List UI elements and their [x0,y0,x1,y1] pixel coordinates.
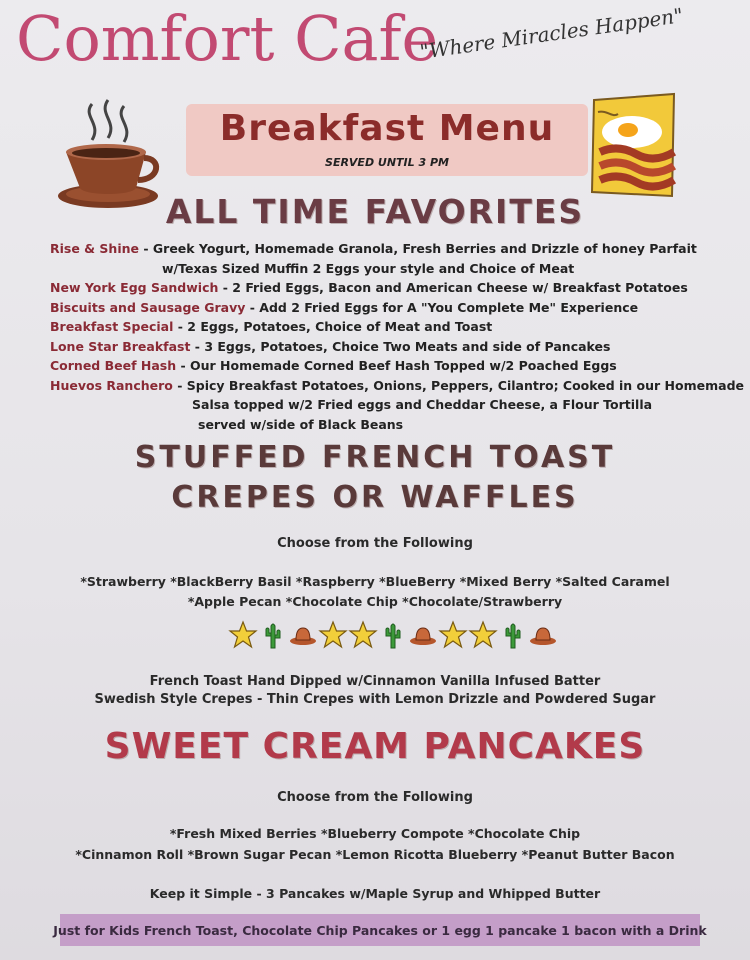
pancakes-heading: SWEET CREAM PANCAKES [104,726,646,767]
hat-icon [288,620,318,650]
cactus-icon [258,620,288,650]
keep-it-simple-note: Keep it Simple - 3 Pancakes w/Maple Syrup and Whipped Butter [149,886,601,901]
french-toast-note: French Toast Hand Dipped w/Cinnamon Vanilla Infused Batter [149,674,601,689]
item-name: Breakfast Special [50,319,174,334]
eggs-bacon-icon [588,92,680,200]
tagline: "Where Miracles Happen" [418,3,685,64]
hat-icon [408,620,438,650]
star-icon [348,620,378,650]
item-desc: - Greek Yogurt, Homemade Granola, Fresh Berries and Drizzle of honey Parfait [139,241,697,256]
item-desc: Salsa topped w/2 Fried eggs and Cheddar Cheese, a Flour Tortilla [192,397,653,412]
list-item [50,298,750,318]
list-item [50,317,750,337]
stuffed-options-line-2: *Apple Pecan *Chocolate Chip *Chocolate/Strawberry [187,594,563,609]
list-item [50,356,750,376]
item-desc: - 2 Eggs, Potatoes, Choice of Meat and Toast [173,319,493,334]
star-icon [438,620,468,650]
item-name: Corned Beef Hash [50,358,177,373]
list-item [50,278,750,298]
list-item [50,376,750,396]
ornament-row [228,618,558,652]
stuffed-heading: STUFFED FRENCH TOAST [134,440,616,475]
item-desc: w/Texas Sized Muffin 2 Eggs your style and Choice of Meat [162,260,575,276]
cactus-icon [498,620,528,650]
stuffed-choose-label: Choose from the Following [277,536,473,551]
favorites-list [50,239,750,434]
star-icon [318,620,348,650]
kids-menu-bar [53,914,707,946]
item-desc: - 3 Eggs, Potatoes, Choice Two Meats and side of Pancakes [190,338,611,354]
item-name: Rise & Shine [50,241,139,256]
pancakes-choose-label: Choose from the Following [277,790,473,805]
hat-icon [528,620,558,650]
item-desc: - Spicy Breakfast Potatoes, Onions, Peppers, Cilantro; Cooked in our Homemade [172,377,744,393]
cactus-icon [378,620,408,650]
list-item [50,395,750,415]
item-desc: - Our Homemade Corned Beef Hash Topped w/2 Poached Eggs [176,358,617,373]
item-name: New York Egg Sandwich [50,280,219,295]
menu-title: Breakfast Menu [219,108,555,149]
item-name: Lone Star Breakfast [50,338,191,354]
list-item [50,239,750,259]
pancakes-options-line-1: *Fresh Mixed Berries *Blueberry Compote *Chocolate Chip [169,826,581,841]
star-icon [228,620,258,650]
menu-title-banner [186,104,588,176]
item-name: Huevos Ranchero [50,377,173,393]
cafe-name: Comfort Cafe [16,2,439,75]
item-desc: served w/side of Black Beans [198,416,404,432]
list-item [50,415,750,435]
list-item [50,337,750,357]
item-desc: - Add 2 Fried Eggs for A "You Complete Me" Experience [245,299,639,315]
item-desc: - 2 Fried Eggs, Bacon and American Cheese w/ Breakfast Potatoes [218,280,688,295]
list-item [50,259,750,279]
crepes-note: Swedish Style Crepes - Thin Crepes with Lemon Drizzle and Powdered Sugar [94,692,656,707]
served-until-note: SERVED UNTIL 3 PM [325,156,449,169]
stuffed-options-line-1: *Strawberry *BlackBerry Basil *Raspberry *BlueBerry *Mixed Berry *Salted Caramel [80,574,670,589]
pancakes-options-line-2: *Cinnamon Roll *Brown Sugar Pecan *Lemon Ricotta Blueberry *Peanut Butter Bacon [75,847,675,862]
item-name: Biscuits and Sausage Gravy [50,299,246,315]
crepes-heading: CREPES OR WAFFLES [171,480,579,515]
star-icon [468,620,498,650]
favorites-heading: ALL TIME FAVORITES [165,192,585,231]
kids-menu-text: Just for Kids French Toast, Chocolate Chip Pancakes or 1 egg 1 pancake 1 bacon with a Drink [53,922,707,938]
